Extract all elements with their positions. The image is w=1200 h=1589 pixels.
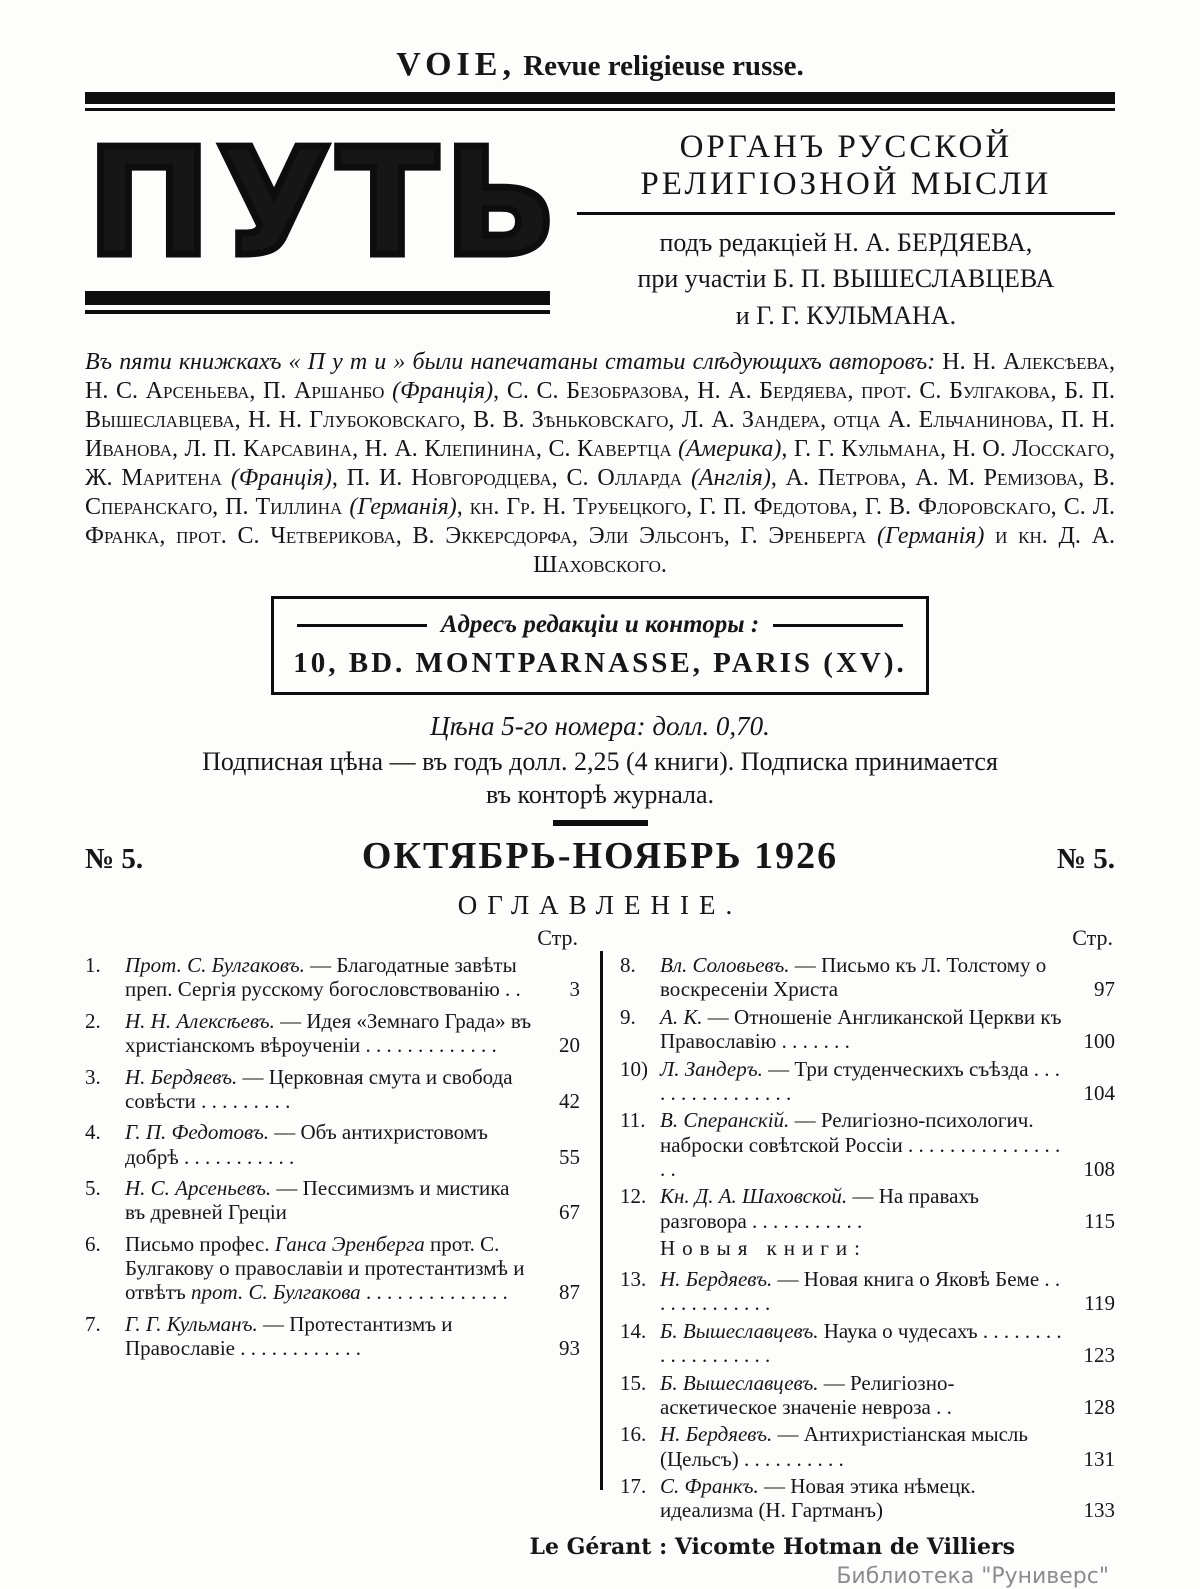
price-line-1: Цѣна 5-го номера: долл. 0,70. xyxy=(430,711,770,742)
text-segment: , П. И. Новгородцева, С. Олларда xyxy=(331,465,691,492)
toc-item-page: 20 xyxy=(559,1033,580,1058)
toc-item-number: 3. xyxy=(85,1064,101,1089)
toc-item xyxy=(620,1422,1115,1471)
address-box xyxy=(271,596,929,695)
library-watermark: Библиотека "Руниверс" xyxy=(836,1563,1109,1589)
text-segment: — Религіозно-аскетическое значеніе невроза . . xyxy=(660,1370,955,1419)
text-segment: — Идея «Земнаго Града» въ христіанскомъ вѣроученіи . . . . . . . . . . . . . xyxy=(125,1008,532,1058)
gerant-line: Le Gérant : Vicomte Hotman de Villiers xyxy=(529,1533,1015,1560)
text-segment: Н. Н. Алексѣева, Н. С. Арсеньева, П. Аршанбо xyxy=(85,349,1115,405)
price-line-3: въ конторѣ журнала. xyxy=(485,780,715,810)
text-segment: Г. Г. Кульманъ. xyxy=(125,1311,258,1336)
toc-item-page: 100 xyxy=(1083,1029,1115,1054)
authors-paragraph xyxy=(85,348,1115,580)
toc-item-title xyxy=(660,1474,1067,1523)
toc-item-number: 7. xyxy=(85,1311,101,1336)
page-column-label-right: Стр. xyxy=(1072,925,1113,951)
toc-item-title xyxy=(125,1120,532,1169)
text-segment: Л. Зандеръ. xyxy=(660,1056,763,1081)
text-segment: (Франція) xyxy=(392,378,494,405)
table-of-contents xyxy=(85,925,1115,1526)
french-subtitle xyxy=(85,46,1115,84)
toc-item-number: 15. xyxy=(620,1370,647,1395)
text-segment: — На правахъ разговора . . . . . . . . . . . xyxy=(660,1184,980,1233)
editor-line-3: и Г. Г. КУЛЬМАНА. xyxy=(735,300,957,330)
toc-item-title xyxy=(660,1005,1067,1054)
toc-item-title xyxy=(660,1267,1067,1316)
toc-heading: ОГЛАВЛЕНІЕ. xyxy=(457,890,743,921)
text-segment: — Новая этика нѣмецк. идеализма (Н. Гартманъ) xyxy=(660,1473,976,1523)
text-segment: (Германія) xyxy=(876,523,985,550)
address-dash-right xyxy=(773,624,903,627)
toc-item-title xyxy=(125,1176,532,1225)
text-segment: . . . . . . . . . . . . . . xyxy=(360,1280,508,1305)
issue-number-right: № 5. xyxy=(1056,843,1115,876)
toc-left-column xyxy=(85,925,580,1526)
text-segment: (Германія) xyxy=(349,494,457,521)
toc-item-title xyxy=(660,953,1067,1002)
text-segment: Б. Вышеславцевъ. xyxy=(660,1318,819,1343)
toc-item-title xyxy=(660,1184,1067,1233)
toc-right-column xyxy=(606,925,1115,1526)
text-segment: и кн. Д. А. Шаховского. xyxy=(533,523,1115,579)
toc-item xyxy=(620,1184,1115,1233)
text-segment: А. К. xyxy=(660,1004,703,1029)
toc-item-page: 104 xyxy=(1083,1080,1115,1105)
pricing-block xyxy=(85,709,1115,812)
editor-line-2: при участіи Б. П. ВЫШЕСЛАВЦЕВА xyxy=(637,264,1055,294)
text-segment: , А. Петрова, А. М. Ремизова, В. Сперанскаго, П. Тиллина xyxy=(85,465,1115,521)
text-segment: прот. С. Булгакову о православіи и протестантизмѣ и отвѣтъ xyxy=(125,1231,525,1305)
price-line-2: Подписная цѣна — въ годъ долл. 2,25 (4 книги). Подписка принимается xyxy=(202,746,998,776)
text-segment: — Антихристіанская мысль (Цельсъ) . . . . . . . . . . xyxy=(660,1422,1028,1471)
text-segment: — Религіозно-психологич. наброски совѣтской Россіи . . . . . . . . . . . . . . . . . xyxy=(660,1108,1061,1181)
toc-column-divider xyxy=(600,951,603,1490)
masthead xyxy=(85,117,1115,334)
issue-number-left: № 5. xyxy=(85,843,144,876)
toc-item xyxy=(620,1319,1115,1368)
text-segment: — Благодатные завѣты преп. Сергія русскому богословствованію . . xyxy=(125,953,521,1002)
toc-item-page: 3 xyxy=(569,977,580,1002)
toc-item-title xyxy=(125,1009,532,1058)
address-label: Адресъ редакціи и конторы : xyxy=(440,611,760,639)
toc-item-title xyxy=(660,1319,1067,1368)
toc-item xyxy=(85,1232,580,1305)
toc-item-page: 93 xyxy=(559,1336,580,1361)
toc-item xyxy=(620,1108,1115,1181)
text-segment: В. Сперанскій. xyxy=(660,1108,790,1133)
toc-item xyxy=(85,1176,580,1225)
title-underline-thick xyxy=(85,291,550,305)
address-dash-left xyxy=(297,624,427,627)
text-segment: , кн. Гр. Н. Трубецкого, Г. П. Федотова, Г. В. Флоровскаго, С. Л. Франка, прот. С. Четверикова, В. Эккерсдорфа, Эли Эльсонъ, Г. Эренберга xyxy=(85,494,1115,550)
toc-item-number: 10) xyxy=(620,1056,648,1081)
text-segment: Г. П. Федотовъ. xyxy=(125,1120,269,1145)
toc-item-page: 97 xyxy=(1094,977,1115,1002)
toc-item-title xyxy=(125,953,532,1002)
toc-item-title xyxy=(660,1057,1067,1106)
organ-line-2: РЕЛИГІОЗНОЙ МЫСЛИ xyxy=(640,166,1052,202)
toc-item-page: 108 xyxy=(1083,1156,1115,1181)
toc-item xyxy=(620,953,1115,1002)
text-segment: Прот. С. Булгаковъ. xyxy=(125,953,305,978)
masthead-right xyxy=(559,129,1115,334)
toc-item-title xyxy=(125,1312,532,1361)
toc-item-number: 6. xyxy=(85,1231,101,1256)
text-segment: Письмо профес. xyxy=(125,1231,275,1256)
top-rule-thin xyxy=(85,108,1115,111)
toc-item-page: 67 xyxy=(559,1200,580,1225)
text-segment: — Отношеніе Англиканской Церкви къ Православію . . . . . . . xyxy=(660,1004,1062,1054)
toc-item xyxy=(620,1005,1115,1054)
text-segment: Н. Н. Алексѣевъ. xyxy=(125,1008,275,1033)
toc-item-number: 2. xyxy=(85,1008,101,1033)
organ-rule xyxy=(577,212,1115,215)
toc-item-number: 4. xyxy=(85,1120,101,1145)
toc-item-title xyxy=(660,1371,1067,1420)
toc-item xyxy=(85,1009,580,1058)
text-segment: Н. Бердяевъ. xyxy=(125,1064,238,1089)
toc-item-number: 8. xyxy=(620,953,636,978)
toc-item-page: 123 xyxy=(1083,1343,1115,1368)
toc-item xyxy=(85,1065,580,1114)
text-segment: , С. С. Безобразова, Н. А. Бердяева, прот. С. Булгакова, Б. П. Вышеславцева, Н. Н. Глубоковскаго, В. В. Зѣньковскаго, Л. А. Зандера, отца А. Ельчанинова, П. Н. Иванова, Л. П. Карсавина, Н. А. Клепинина, С. Кавертца xyxy=(85,378,1115,463)
toc-item-page: 115 xyxy=(1084,1208,1115,1233)
toc-item xyxy=(620,1371,1115,1420)
text-segment: — Три студенческихъ съѣзда . . . . . . . . . . . . . . . . xyxy=(660,1056,1061,1105)
toc-item-number: 9. xyxy=(620,1004,636,1029)
text-segment: Ганса Эренберга xyxy=(274,1231,425,1256)
text-segment: (Америка) xyxy=(678,436,782,463)
text-segment: , Г. Г. Кульмана, Н. О. Лосскаго, Ж. Маритена xyxy=(85,436,1115,492)
toc-item-page: 131 xyxy=(1083,1446,1115,1471)
toc-item-number: 5. xyxy=(85,1175,101,1200)
text-segment: Н. С. Арсеньевъ. xyxy=(125,1175,272,1200)
text-segment: Б. Вышеславцевъ. xyxy=(660,1370,819,1395)
toc-item-page: 128 xyxy=(1083,1394,1115,1419)
text-segment: С. Франкъ. xyxy=(660,1473,759,1498)
section-divider xyxy=(553,820,648,826)
title-underline-thin xyxy=(85,310,550,314)
issue-title: ОКТЯБРЬ-НОЯБРЬ 1926 xyxy=(361,835,839,878)
toc-item-title xyxy=(660,1108,1067,1181)
toc-item xyxy=(620,1267,1115,1316)
toc-item-number: 12. xyxy=(620,1184,647,1209)
toc-item-title xyxy=(125,1232,532,1305)
toc-item-title xyxy=(125,1065,532,1114)
text-segment: — Пессимизмъ и мистика въ древней Греціи xyxy=(125,1175,510,1225)
journal-title: ПУТЬ xyxy=(87,117,563,289)
text-segment: — Объ антихристовомъ добрѣ . . . . . . . . . . . xyxy=(125,1120,488,1169)
address-label-row xyxy=(290,611,910,639)
text-segment: — Новая книга о Яковѣ Беме . . . . . . . . . . . . . xyxy=(660,1267,1061,1316)
text-segment: Вл. Соловьевъ. xyxy=(660,953,790,978)
address-text: 10, BD. MONTPARNASSE, PARIS (XV). xyxy=(293,647,907,680)
toc-item-title xyxy=(660,1422,1067,1471)
toc-item xyxy=(620,1057,1115,1106)
toc-subheading: Новыя книги: xyxy=(660,1236,867,1261)
toc-item xyxy=(85,1312,580,1361)
text-segment: прот. С. Булгакова xyxy=(191,1280,361,1305)
toc-item-number: 14. xyxy=(620,1318,647,1343)
toc-item-page: 119 xyxy=(1084,1291,1115,1316)
toc-item-number: 17. xyxy=(620,1473,647,1498)
text-segment: — Протестантизмъ и Православіе . . . . . . . . . . . . xyxy=(125,1311,453,1361)
text-segment: Н. Бердяевъ. xyxy=(660,1267,773,1292)
text-segment: Кн. Д. А. Шаховской. xyxy=(660,1184,848,1209)
toc-item-number: 11. xyxy=(620,1108,646,1133)
voie-word: VOIE, xyxy=(396,46,516,83)
organ-line-1: ОРГАНЪ РУССКОЙ xyxy=(679,129,1013,165)
top-rule-thick xyxy=(85,92,1115,104)
text-segment: (Франція) xyxy=(230,465,332,492)
text-segment: Въ пяти книжкахъ « П у т и » были напечатаны статьи слѣдующихъ авторовъ: xyxy=(85,349,943,376)
editor-line-1: подъ редакціей Н. А. БЕРДЯЕВА, xyxy=(659,228,1033,257)
toc-item-number: 1. xyxy=(85,953,101,978)
toc-item-number: 16. xyxy=(620,1422,647,1447)
page-column-label-left: Стр. xyxy=(537,925,578,951)
masthead-left xyxy=(85,117,563,314)
toc-item xyxy=(620,1474,1115,1523)
toc-item-page: 42 xyxy=(559,1088,580,1113)
toc-item-page: 55 xyxy=(559,1144,580,1169)
toc-item xyxy=(85,1120,580,1169)
text-segment: (Англія) xyxy=(690,465,771,492)
toc-item-page: 87 xyxy=(559,1280,580,1305)
text-segment: — Церковная смута и свобода совѣсти . . . . . . . . . xyxy=(125,1064,513,1113)
toc-item-page: 133 xyxy=(1083,1498,1115,1523)
issue-row xyxy=(85,834,1115,878)
toc-item xyxy=(85,953,580,1002)
text-segment: — Письмо къ Л. Толстому о воскресеніи Христа xyxy=(660,953,1047,1002)
text-segment: Н. Бердяевъ. xyxy=(660,1422,773,1447)
text-segment: Наука о чудесахъ . . . . . . . . . . . . . . . . . . . xyxy=(660,1318,1062,1368)
voie-rest: Revue religieuse russe. xyxy=(523,50,804,82)
toc-item-number: 13. xyxy=(620,1267,647,1292)
